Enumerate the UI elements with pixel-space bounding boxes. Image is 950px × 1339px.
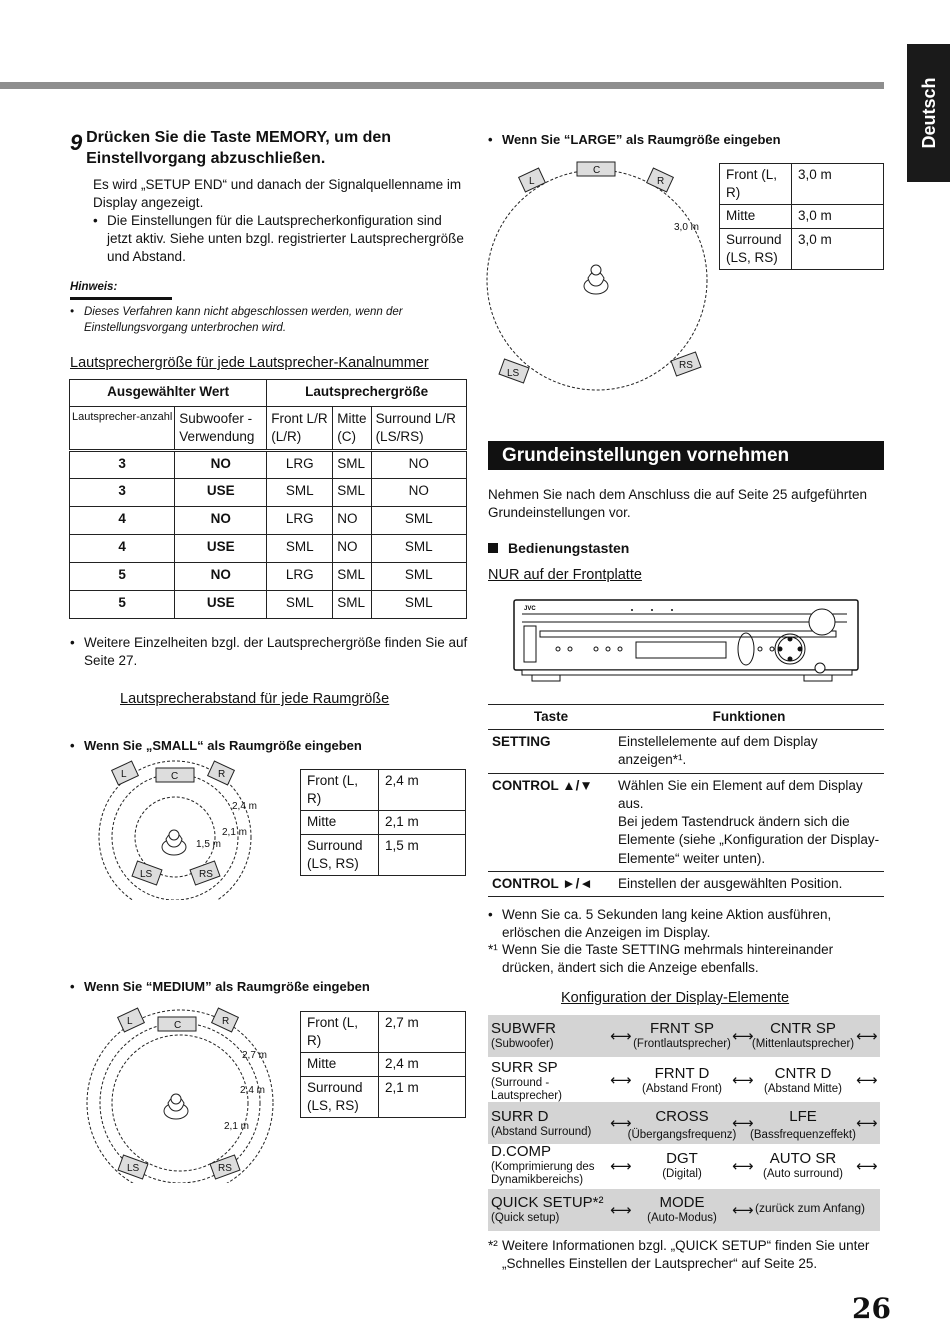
double-arrow-icon: ⟷ xyxy=(732,1115,754,1132)
cell: 5 xyxy=(70,591,175,619)
dist-label: 2,7 m xyxy=(242,1050,268,1061)
function-control-updown: Wählen Sie ein Element auf dem Display aus. Bei jedem Tastendruck ändern sich die Elemente (siehe „Konfiguration der Display-Elemente“ weiter unten). xyxy=(614,773,884,871)
medium-distance-table xyxy=(300,1011,466,1118)
table-row xyxy=(70,591,467,619)
item-dcomp: D.COMP xyxy=(491,1143,551,1160)
function-control-leftright: Einstellen der ausgewählten Position. xyxy=(614,871,884,896)
small-heading: • Wenn Sie „SMALL“ als Raumgröße eingeben xyxy=(70,738,362,753)
brand-logo: JVC xyxy=(524,606,536,612)
col-function: Funktionen xyxy=(614,705,884,730)
square-bullet-icon xyxy=(488,543,498,553)
item-desc: (Surround -Lautsprecher) xyxy=(491,1076,562,1102)
subhead-center: Mitte (C) xyxy=(333,407,371,451)
language-tab[interactable]: Deutsch xyxy=(907,44,950,182)
spk-c: C xyxy=(174,1020,182,1031)
item-mode: MODE xyxy=(659,1194,705,1211)
double-arrow-icon: ⟷ xyxy=(732,1072,754,1089)
item-surr-sp: SURR SP xyxy=(491,1059,558,1076)
item-auto-sr: AUTO SR xyxy=(769,1150,837,1167)
cell: Surround (LS, RS) xyxy=(301,1076,379,1117)
cell: USE xyxy=(175,591,267,619)
spk-rs: RS xyxy=(199,869,213,880)
cell: Mitte xyxy=(720,205,792,228)
double-arrow-icon: ⟷ xyxy=(610,1115,632,1132)
table-row xyxy=(488,871,884,896)
dist-label: 1,5 m xyxy=(196,839,222,850)
listener-icon xyxy=(584,265,608,294)
cell: NO xyxy=(333,507,371,535)
step-title: Drücken Sie die Taste MEMORY, um den Einstellvorgang abzuschließen. xyxy=(86,129,392,167)
cell: LRG xyxy=(267,563,333,591)
item-desc: (Subwoofer) xyxy=(491,1037,554,1050)
cell: SML xyxy=(333,479,371,507)
double-arrow-icon: ⟷ xyxy=(610,1028,632,1045)
dist-label: 2,4 m xyxy=(232,801,258,812)
footnote-2: *² Weitere Informationen bzgl. „QUICK SETUP“ finden Sie unter „Schnelles Einstellen der Lautsprecher“ auf Seite 25. xyxy=(488,1238,870,1272)
subhead-count: Lautsprecher-anzahl xyxy=(70,407,175,451)
step-bullet: • Die Einstellungen für die Lautsprecherkonfiguration sind jetzt aktiv. Siehe unten bzgl. registrierter Lautsprechergröße und Abstand. xyxy=(93,213,464,265)
section-title-bar: Grundeinstellungen vornehmen xyxy=(488,441,884,470)
item-desc: (Bassfrequenzeffekt) xyxy=(750,1128,856,1141)
step-9 xyxy=(70,128,470,267)
cell: LRG xyxy=(267,451,333,479)
spk-rs: RS xyxy=(218,1163,232,1174)
item-desc: (Digital) xyxy=(662,1167,702,1180)
item-desc: (Abstand Surround) xyxy=(491,1125,592,1138)
size-table-title: Lautsprechergröße für jede Lautsprecher-Kanalnummer xyxy=(70,355,429,371)
cell: 2,1 m xyxy=(379,811,466,834)
item-frnt-sp: FRNT SP xyxy=(650,1020,714,1037)
large-distance-table xyxy=(719,163,884,270)
double-arrow-icon: ⟷ xyxy=(732,1158,754,1175)
key-setting: SETTING xyxy=(488,730,614,773)
cell: 2,7 m xyxy=(379,1012,466,1053)
spk-rs: RS xyxy=(679,360,693,371)
hinweis-box xyxy=(70,280,470,336)
cell: 3,0 m xyxy=(792,205,884,228)
function-setting: Einstellelemente auf dem Display anzeigen*¹. xyxy=(614,730,884,773)
speaker-size-table xyxy=(69,379,467,619)
cell: NO xyxy=(333,535,371,563)
cell: Surround (LS, RS) xyxy=(720,228,792,269)
hinweis-label: Hinweis: xyxy=(70,281,118,293)
cell: Front (L, R) xyxy=(720,164,792,205)
cell: 2,4 m xyxy=(379,1053,466,1076)
spk-r: R xyxy=(657,176,665,187)
cell: NO xyxy=(175,451,267,479)
cell: NO xyxy=(371,479,466,507)
table-row xyxy=(70,507,467,535)
table-row xyxy=(488,773,884,871)
cell: LRG xyxy=(267,507,333,535)
double-arrow-icon: ⟷ xyxy=(856,1115,878,1132)
top-rule xyxy=(0,82,884,89)
item-desc: (Abstand Mitte) xyxy=(764,1082,842,1095)
cell: 2,4 m xyxy=(379,770,466,811)
item-quick-setup: QUICK SETUP*² xyxy=(491,1194,604,1211)
item-desc: (Frontlautsprecher) xyxy=(633,1037,731,1050)
cell: SML xyxy=(333,451,371,479)
item-cross: CROSS xyxy=(655,1108,709,1125)
cell: 3,0 m xyxy=(792,164,884,205)
display-config-grid xyxy=(488,1015,880,1231)
double-arrow-icon: ⟷ xyxy=(732,1202,754,1219)
table-row xyxy=(70,451,467,479)
subhead-front: Front L/R (L/R) xyxy=(267,407,333,451)
cell: SML xyxy=(371,563,466,591)
key-control-updown: CONTROL ▲/▼ xyxy=(488,773,614,871)
display-config-title: Konfiguration der Display-Elemente xyxy=(561,990,790,1006)
small-distance-table xyxy=(300,769,466,876)
item-frnt-d: FRNT D xyxy=(654,1065,710,1082)
cell: SML xyxy=(371,591,466,619)
item-subwfr: SUBWFR xyxy=(491,1020,556,1037)
size-note: • Weitere Einzelheiten bzgl. der Lautsprechergröße finden Sie auf Seite 27. xyxy=(70,635,468,669)
large-heading: • Wenn Sie “LARGE” als Raumgröße eingeben xyxy=(488,132,781,147)
item-desc: (Übergangsfrequenz) xyxy=(627,1128,737,1141)
item-lfe: LFE xyxy=(789,1108,817,1125)
cell: 3 xyxy=(70,451,175,479)
double-arrow-icon: ⟷ xyxy=(856,1158,878,1175)
step-text: Es wird „SETUP END“ und danach der Signalquellenname im Display angezeigt. xyxy=(93,176,462,210)
spk-l: L xyxy=(529,176,535,187)
cell: Mitte xyxy=(301,1053,379,1076)
cell: USE xyxy=(175,535,267,563)
spk-ls: LS xyxy=(507,368,520,379)
cell: SML xyxy=(371,535,466,563)
dist-label: 2,1 m xyxy=(222,827,248,838)
item-desc: (Komprimierung des Dynamikbereichs) xyxy=(491,1160,595,1186)
double-arrow-icon: ⟷ xyxy=(610,1072,632,1089)
spk-c: C xyxy=(593,165,601,176)
cell: SML xyxy=(267,535,333,563)
cell: SML xyxy=(371,507,466,535)
double-arrow-icon: ⟷ xyxy=(856,1028,878,1045)
note-footnote-1: *¹ Wenn Sie die Taste SETTING mehrmals hintereinander drücken, ändert sich die Anzeige ebenfalls. xyxy=(488,942,834,976)
cell: SML xyxy=(333,563,371,591)
item-desc: (Quick setup) xyxy=(491,1211,560,1224)
subhead-sub: Subwoofer -Verwendung xyxy=(175,407,267,451)
item-back-to-start: (zurück zum Anfang) xyxy=(754,1201,866,1215)
cell: 1,5 m xyxy=(379,834,466,875)
listener-icon xyxy=(162,830,186,855)
controls-table xyxy=(488,704,884,897)
item-desc: (Abstand Front) xyxy=(642,1082,722,1095)
cell: Front (L, R) xyxy=(301,1012,379,1053)
cell: Front (L, R) xyxy=(301,770,379,811)
item-cntr-d: CNTR D xyxy=(774,1065,832,1082)
cell: 4 xyxy=(70,535,175,563)
table-row xyxy=(70,563,467,591)
medium-room-diagram xyxy=(80,1003,285,1183)
controls-heading: Bedienungstasten xyxy=(488,539,629,558)
double-arrow-icon: ⟷ xyxy=(856,1072,878,1089)
cell: SML xyxy=(333,591,371,619)
cell: 4 xyxy=(70,507,175,535)
double-arrow-icon: ⟷ xyxy=(610,1202,632,1219)
front-only-label: NUR auf der Frontplatte xyxy=(488,567,642,583)
cell: NO xyxy=(371,451,466,479)
item-desc: (Auto-Modus) xyxy=(647,1211,717,1224)
small-room-diagram xyxy=(90,755,270,900)
distance-title: Lautsprecherabstand für jede Raumgröße xyxy=(120,691,390,707)
receiver-front-panel xyxy=(512,598,862,684)
spk-l: L xyxy=(121,769,127,780)
size-head-selected: Ausgewählter Wert xyxy=(70,380,267,407)
double-arrow-icon: ⟷ xyxy=(732,1028,754,1045)
listener-icon xyxy=(164,1094,188,1119)
dist-label: 2,1 m xyxy=(224,1121,250,1132)
medium-heading: • Wenn Sie “MEDIUM” als Raumgröße eingeben xyxy=(70,979,370,994)
item-desc: (Auto surround) xyxy=(763,1167,843,1180)
hinweis-text: • Dieses Verfahren kann nicht abgeschlossen werden, wenn der Einstellungsvorgang unterbrochen wird. xyxy=(70,305,403,334)
spk-l: L xyxy=(127,1016,133,1027)
cell: USE xyxy=(175,479,267,507)
double-arrow-icon: ⟷ xyxy=(610,1158,632,1175)
item-dgt: DGT xyxy=(666,1150,698,1167)
cell: 3,0 m xyxy=(792,228,884,269)
dist-label: 2,4 m xyxy=(240,1085,266,1096)
cell: SML xyxy=(267,479,333,507)
cell: SML xyxy=(267,591,333,619)
page-number: 26 xyxy=(852,1292,891,1325)
note-timeout: • Wenn Sie ca. 5 Sekunden lang keine Aktion ausführen, erlöschen die Anzeigen im Display. xyxy=(488,907,832,941)
cell: NO xyxy=(175,507,267,535)
col-key: Taste xyxy=(488,705,614,730)
spk-ls: LS xyxy=(140,869,153,880)
table-row xyxy=(70,479,467,507)
spk-c: C xyxy=(171,771,179,782)
table-row xyxy=(488,730,884,773)
subhead-surround: Surround L/R (LS/RS) xyxy=(371,407,466,451)
large-room-diagram xyxy=(485,158,715,393)
spk-ls: LS xyxy=(127,1163,140,1174)
item-desc: (Mittenlautsprecher) xyxy=(751,1037,855,1050)
spk-r: R xyxy=(222,1016,230,1027)
cell: 5 xyxy=(70,563,175,591)
spk-r: R xyxy=(218,769,226,780)
dist-label: 3,0 m xyxy=(674,222,700,233)
cell: 2,1 m xyxy=(379,1076,466,1117)
size-head-size: Lautsprechergröße xyxy=(267,380,467,407)
item-surr-d: SURR D xyxy=(491,1108,549,1125)
key-control-leftright: CONTROL ►/◄ xyxy=(488,871,614,896)
cell: Surround (LS, RS) xyxy=(301,834,379,875)
table-row xyxy=(70,535,467,563)
cell: Mitte xyxy=(301,811,379,834)
step-number: 9 xyxy=(70,130,83,155)
basics-intro: Nehmen Sie nach dem Anschluss die auf Seite 25 aufgeführten Grundeinstellungen vor. xyxy=(488,487,867,521)
cell: NO xyxy=(175,563,267,591)
item-cntr-sp: CNTR SP xyxy=(770,1020,836,1037)
cell: 3 xyxy=(70,479,175,507)
hinweis-rule xyxy=(70,297,172,300)
